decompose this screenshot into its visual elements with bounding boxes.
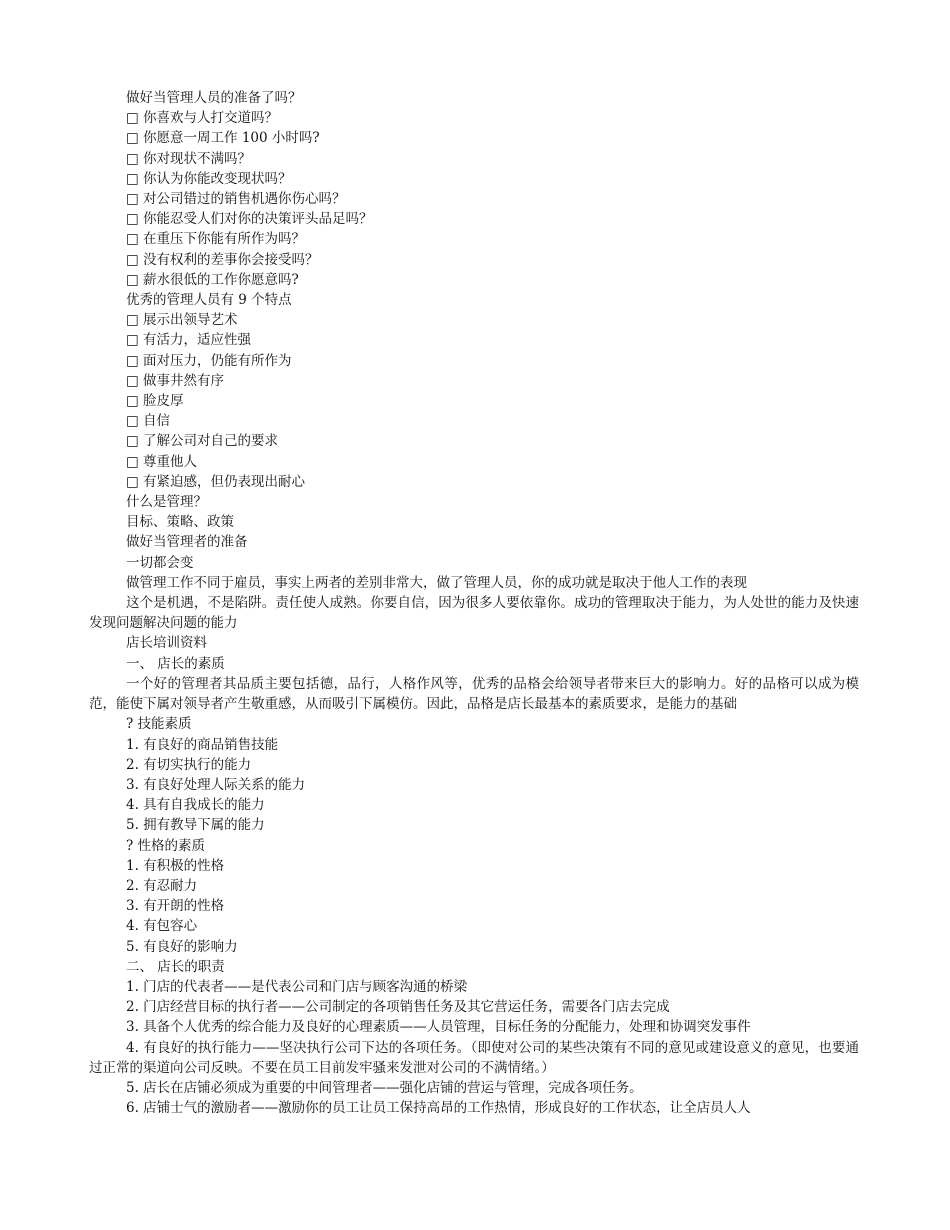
trait-item: □ 自信 bbox=[126, 413, 171, 430]
checklist-item: □ 你能忍受人们对你的决策评头品足吗？ bbox=[126, 211, 373, 228]
list-item: 4. 有包容心 bbox=[126, 918, 198, 935]
list-item: 1. 有良好的商品销售技能 bbox=[126, 736, 279, 753]
list-item: 6. 店铺士气的激励者——激励你的员工让员工保持高昂的工作热情，形成良好的工作状态，让全店员人人 bbox=[126, 1100, 751, 1117]
checklist-item: □ 在重压下你能有所作为吗？ bbox=[126, 231, 306, 248]
paragraph: 这个是机遇，不是陷阱。责任使人成熟。你要自信，因为很多人要依靠你。成功的管理取决于能力，为人处世的能力及快速发现问题解决问题的能力 bbox=[89, 595, 859, 632]
trait-item: □ 有紧迫感，但仍表现出耐心 bbox=[126, 473, 306, 490]
text-line: 做好当管理者的准备 bbox=[126, 534, 248, 551]
trait-item: □ 展示出领导艺术 bbox=[126, 312, 238, 329]
trait-item: □ 脸皮厚 bbox=[126, 393, 184, 410]
paragraph: 一个好的管理者其品质主要包括德，品行，人格作风等，优秀的品格会给领导者带来巨大的影响力。好的品格可以成为模范，能使下属对领导者产生敬重感，从而吸引下属模仿。因此，品格是店长最基本的素质要求，是能力的基础 bbox=[89, 675, 859, 713]
checklist-item: □ 你愿意一周工作 100 小时吗? bbox=[126, 130, 320, 147]
subsection-heading: ? 技能素质 bbox=[126, 716, 192, 733]
trait-item: □ 尊重他人 bbox=[126, 453, 198, 470]
text-line: 一切都会变 bbox=[126, 554, 194, 571]
list-item: 5. 有良好的影响力 bbox=[126, 938, 238, 955]
list-item: 5. 店长在店铺必须成为重要的中间管理者——强化店铺的营运与管理，完成各项任务。 bbox=[126, 1079, 643, 1096]
list-item: 3. 有开朗的性格 bbox=[126, 898, 225, 915]
list-item: 2. 有切实执行的能力 bbox=[126, 756, 252, 773]
trait-item: □ 了解公司对自己的要求 bbox=[126, 433, 279, 450]
list-item: 4. 有良好的执行能力——坚决执行公司下达的各项任务。（即使对公司的某些决策有不同的意见或建设意义的意见，也要通过正常的渠道向公司反映。不要在员工目前发牢骚来发泄对公司的不满情绪。） bbox=[89, 1039, 859, 1076]
trait-item: □ 做事井然有序 bbox=[126, 372, 225, 389]
list-item: 2. 有忍耐力 bbox=[126, 877, 198, 894]
section-heading: 一、 店长的素质 bbox=[126, 655, 225, 672]
list-item: 1. 门店的代表者——是代表公司和门店与顾客沟通的桥梁 bbox=[126, 978, 468, 995]
section-heading: 二、 店长的职责 bbox=[126, 958, 225, 975]
list-item: 3. 具备个人优秀的综合能力及良好的心理素质——人员管理，目标任务的分配能力，处理和协调突发事件 bbox=[126, 1019, 751, 1036]
heading-what-is-management: 什么是管理？ bbox=[126, 494, 207, 511]
checklist-item: □ 对公司错过的销售机遇你伤心吗？ bbox=[126, 191, 346, 208]
list-item: 5. 拥有教导下属的能力 bbox=[126, 817, 265, 834]
heading-readiness: 做好当管理人员的准备了吗？ bbox=[126, 90, 302, 106]
document-body bbox=[89, 88, 859, 1118]
checklist-item: □ 你认为你能改变现状吗？ bbox=[126, 170, 292, 187]
trait-item: □ 有活力，适应性强 bbox=[126, 332, 252, 349]
trait-item: □ 面对压力，仍能有所作为 bbox=[126, 352, 292, 369]
checklist-item: □ 你对现状不满吗？ bbox=[126, 150, 252, 167]
heading-nine-traits: 优秀的管理人员有 9 个特点 bbox=[126, 292, 292, 309]
paragraph: 做管理工作不同于雇员，事实上两者的差别非常大，做了管理人员，你的成功就是取决于他人工作的表现 bbox=[126, 574, 747, 591]
checklist-item: □ 没有权利的差事你会接受吗？ bbox=[126, 251, 319, 268]
text-line: 目标、策略、政策 bbox=[126, 514, 234, 531]
checklist-item: □ 薪水很低的工作你愿意吗? bbox=[126, 271, 299, 288]
list-item: 3. 有良好处理人际关系的能力 bbox=[126, 776, 306, 793]
subsection-heading: ? 性格的素质 bbox=[126, 837, 206, 854]
list-item: 1. 有积极的性格 bbox=[126, 857, 225, 874]
list-item: 2. 门店经营目标的执行者——公司制定的各项销售任务及其它营运任务，需要各门店去完成 bbox=[126, 999, 670, 1016]
heading-store-manager-training: 店长培训资料 bbox=[126, 635, 207, 652]
list-item: 4. 具有自我成长的能力 bbox=[126, 797, 265, 814]
checklist-item: □ 你喜欢与人打交道吗？ bbox=[126, 110, 279, 127]
